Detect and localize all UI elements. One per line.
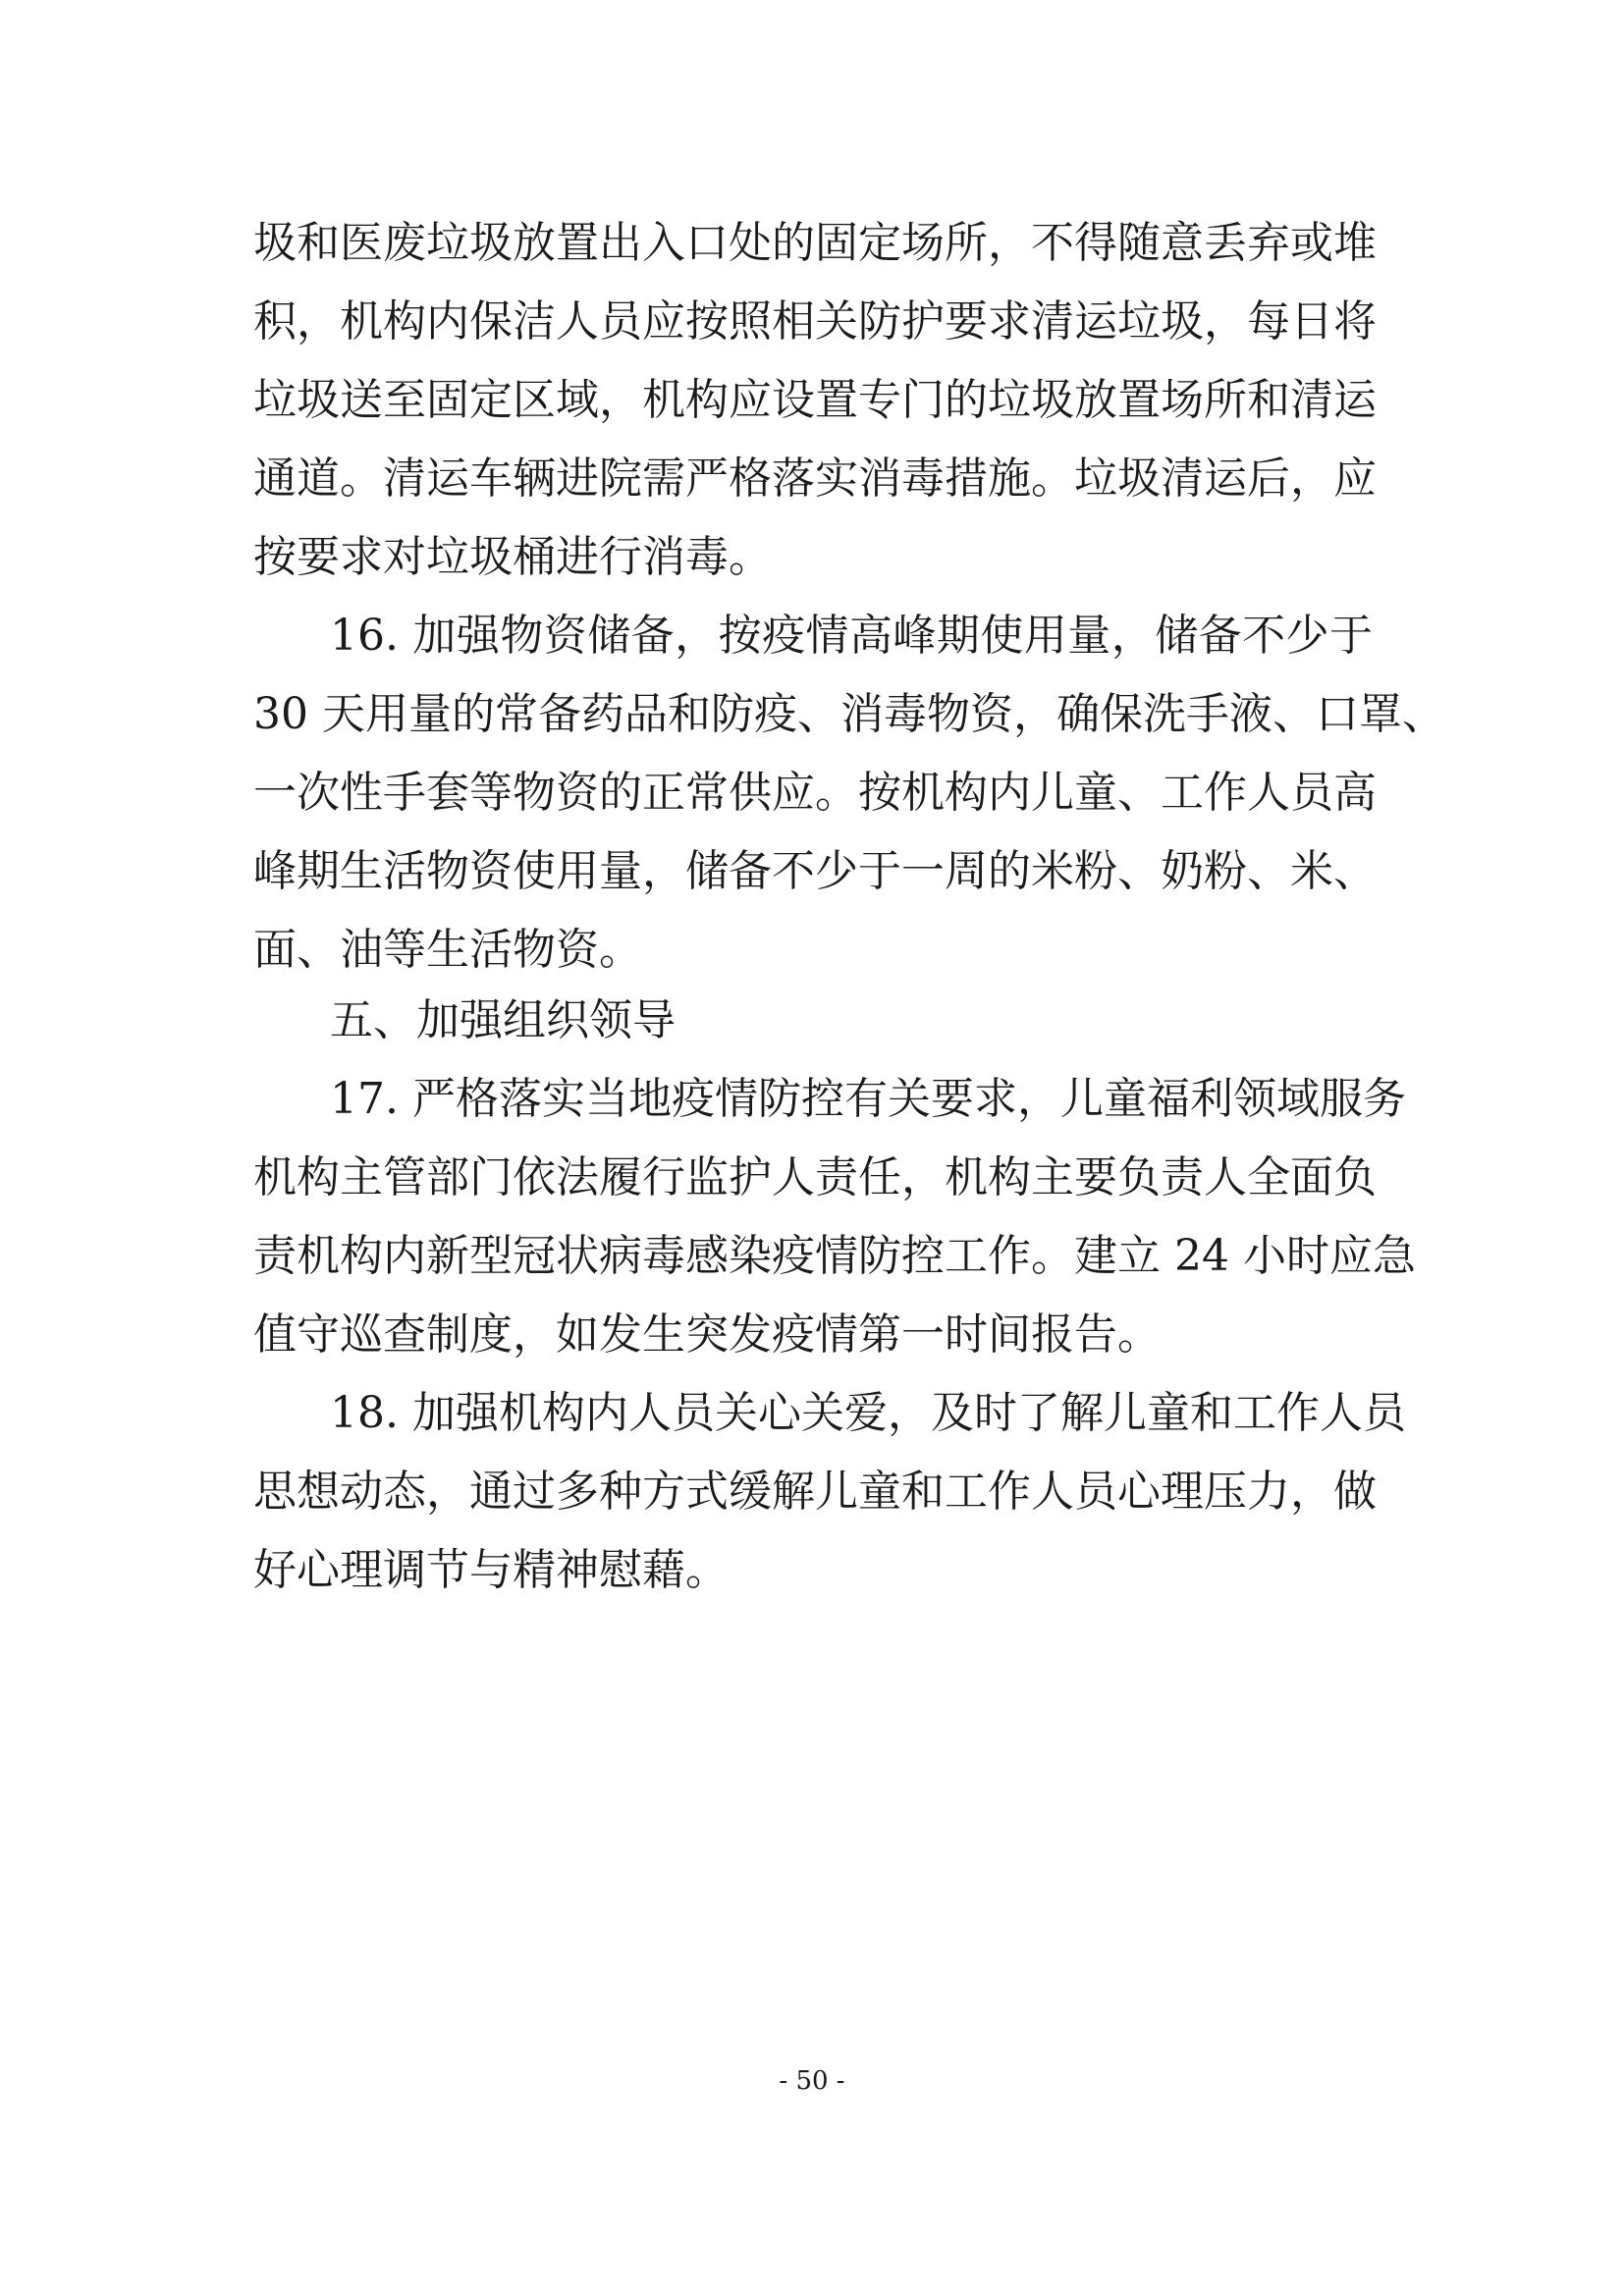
page-number: - 50 - [779,2066,845,2096]
paragraph-line: 好心理调节与精神慰藉。 [253,1545,729,1595]
paragraph-line: 责机构内新型冠状病毒感染疫情防控工作。建立 24 小时应急 [253,1231,1416,1281]
paragraph-line: 通道。清运车辆进院需严格落实消毒措施。垃圾清运后，应 [253,454,1377,504]
paragraph-line: 圾和医废垃圾放置出入口处的固定场所，不得随意丢弃或堆 [253,218,1377,268]
paragraph-line: 机构主管部门依法履行监护人责任，机构主要负责人全面负 [253,1152,1377,1202]
paragraph-line: 面、油等生活物资。 [253,925,642,975]
paragraph-line: 垃圾送至固定区域，机构应设置专门的垃圾放置场所和清运 [253,375,1377,425]
paragraph-line: 按要求对垃圾桶进行消毒。 [253,532,772,582]
section-heading: 五、加强组织领导 [330,995,676,1045]
paragraph-line: 值守巡查制度，如发生突发疫情第一时间报告。 [253,1309,1161,1360]
paragraph-line: 30 天用量的常备药品和防疫、消毒物资，确保洗手液、口罩、 [253,689,1445,739]
paragraph-line: 一次性手套等物资的正常供应。按机构内儿童、工作人员高 [253,768,1377,818]
paragraph-line: 思想动态，通过多种方式缓解儿童和工作人员心理压力，做 [253,1467,1377,1517]
paragraph-line: 17. 严格落实当地疫情防控有关要求，儿童福利领域服务 [330,1074,1406,1124]
paragraph-line: 16. 加强物资储备，按疫情高峰期使用量，储备不少于 [330,611,1373,661]
paragraph-line: 18. 加强机构内人员关心关爱，及时了解儿童和工作人员 [330,1388,1406,1438]
paragraph-line: 峰期生活物资使用量，储备不少于一周的米粉、奶粉、米、 [253,846,1377,896]
paragraph-line: 积，机构内保洁人员应按照相关防护要求清运垃圾，每日将 [253,296,1377,347]
